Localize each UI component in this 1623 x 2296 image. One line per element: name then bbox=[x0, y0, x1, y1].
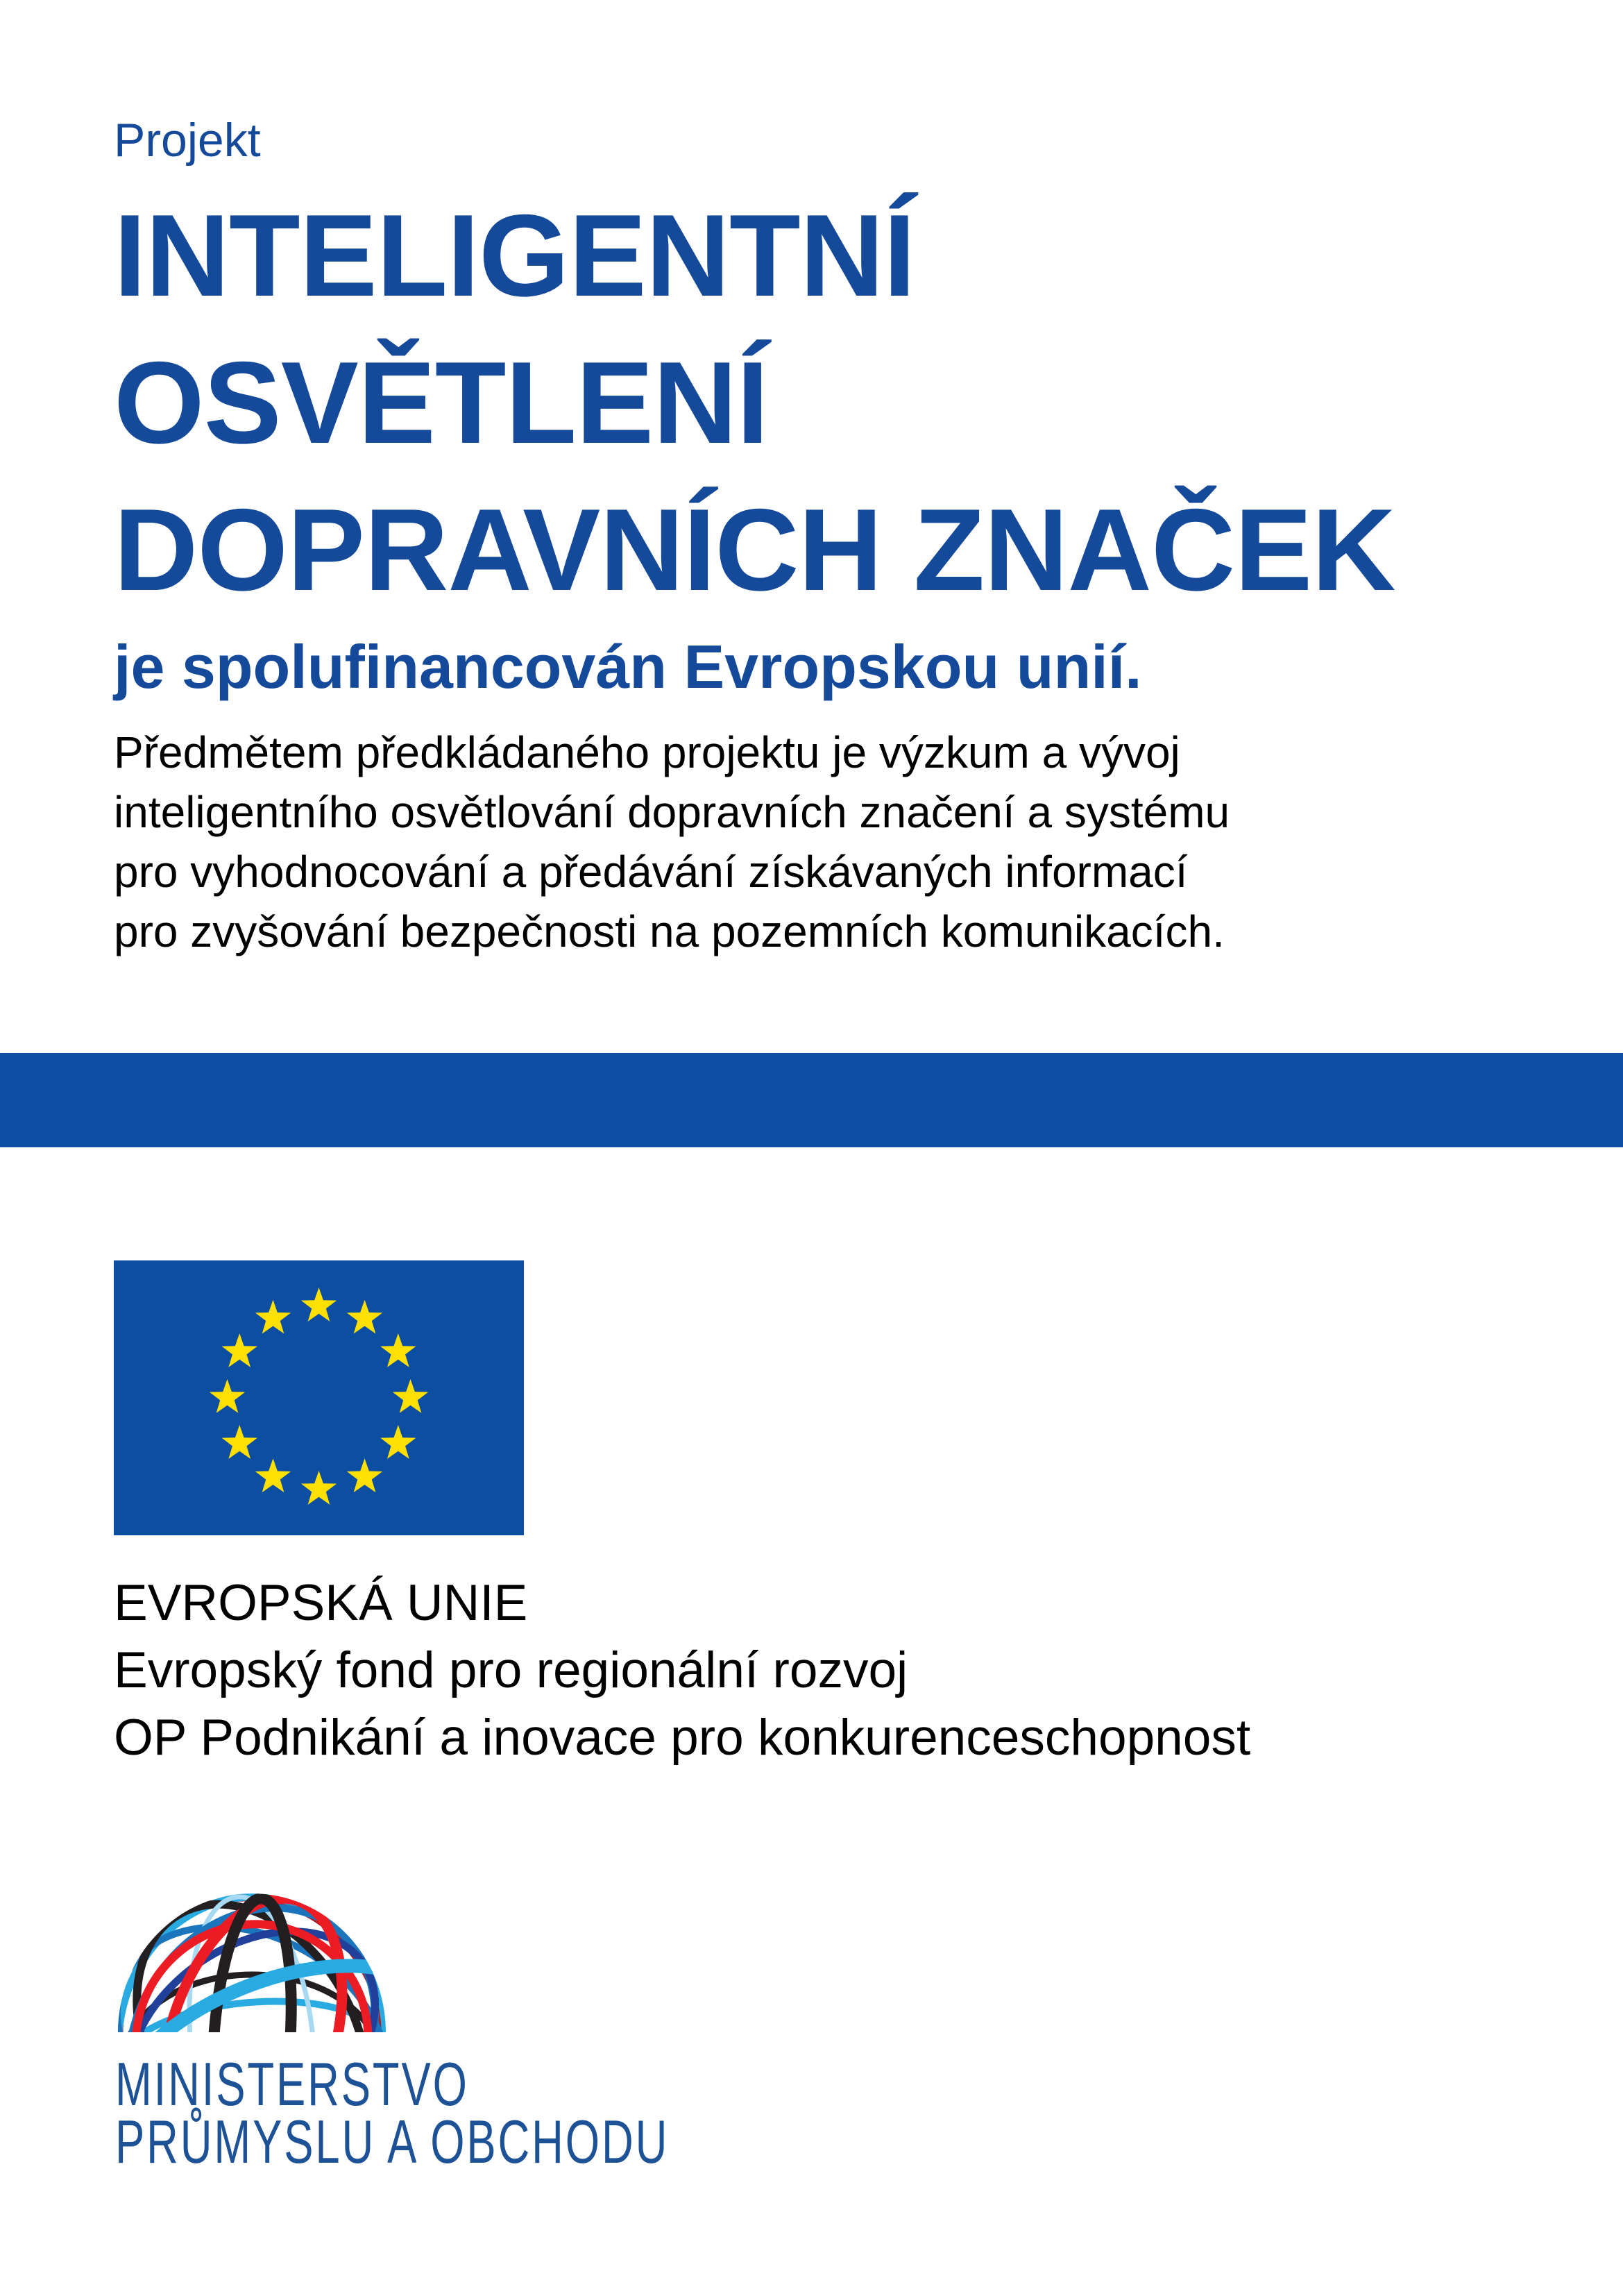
eu-flag-icon bbox=[114, 1260, 524, 1535]
ministry-name-line-1: MINISTERSTVO bbox=[115, 2050, 469, 2118]
page-title-line-3: DOPRAVNÍCH ZNAČEK bbox=[114, 484, 1395, 615]
description-line-2: inteligentního osvětlování dopravních značení a systému bbox=[114, 787, 1230, 837]
page-title bbox=[114, 182, 1395, 623]
blue-divider-bar bbox=[0, 1053, 1623, 1147]
cofinancing-subtitle: je spolufinancován Evropskou unií. bbox=[114, 632, 1142, 701]
eu-programme-label: OP Podnikání a inovace pro konkurenceschopnost bbox=[114, 1710, 1251, 1766]
ministry-name-block bbox=[115, 2050, 670, 2176]
page-title-line-1: INTELIGENTNÍ bbox=[114, 190, 915, 321]
description-line-4: pro zvyšování bezpečnosti na pozemních komunikacích. bbox=[114, 906, 1225, 956]
eu-union-label: EVROPSKÁ UNIE bbox=[114, 1575, 528, 1631]
description-line-1: Předmětem předkládaného projektu je výzkum a vývoj bbox=[114, 727, 1180, 777]
project-label: Projekt bbox=[114, 114, 261, 167]
eu-fund-label: Evropský fond pro regionální rozvoj bbox=[114, 1642, 908, 1698]
page-title-line-2: OSVĚTLENÍ bbox=[114, 337, 769, 468]
ministry-name-line-2: PRŮMYSLU A OBCHODU bbox=[115, 2107, 670, 2176]
description-line-3: pro vyhodnocování a předávání získávaných informací bbox=[114, 847, 1188, 897]
eu-funding-block bbox=[114, 1569, 1250, 1771]
ministry-globe-icon bbox=[117, 1891, 387, 2032]
project-description bbox=[114, 723, 1230, 961]
